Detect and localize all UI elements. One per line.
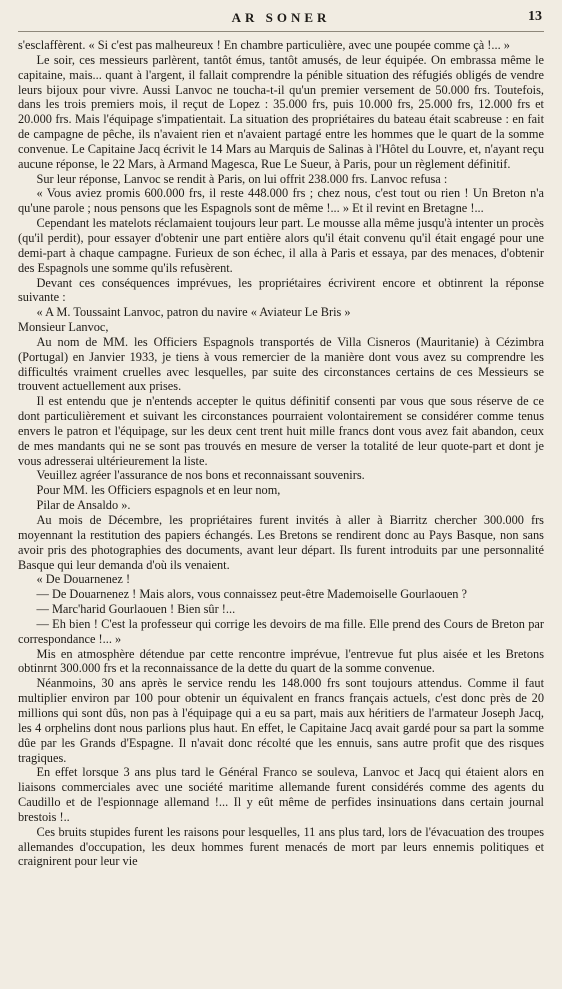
paragraph: s'esclaffèrent. « Si c'est pas malheureux ! En chambre particulière, avec une poupée comme çà !... » [18, 38, 510, 52]
running-header [18, 8, 544, 30]
letter-paragraph: Au nom de MM. les Officiers Espagnols transportés de Villa Cisneros (Mauritanie) à Cézimbra (Portugal) en Janvier 1933, je tiens à vous remercier de la manière dont vous avez su comprendre les difficultés vraiment cruelles avec lesquelles, par suite des circonstances certains de ces Messieurs se trouvent actuellement aux prises. [18, 334, 544, 394]
paragraph: En effet lorsque 3 ans plus tard le Général Franco se souleva, Lanvoc et Jacq qui étaient alors en liaisons commerciales avec une société maritime allemande furent considérés comme des agents du Caudillo et de l'espionnage allemand !... Il y eût même de perfides insinuations dans certain journal brestois !.. [18, 765, 544, 824]
paragraph: Devant ces conséquences imprévues, les propriétaires écrivirent encore et obtinrent la réponse suivante : [18, 275, 544, 305]
dialogue-line: « De Douarnenez ! [36, 572, 131, 587]
paragraph: Sur leur réponse, Lanvoc se rendit à Paris, on lui offrit 238.000 frs. Lanvoc refusa : [36, 171, 448, 186]
letter-paragraph: Il est entendu que je n'entends accepter le quitus définitif consenti par vous que sous réserve de ce dont particulièrement et suivant les circonstances pourraient volontairement se considérer comme tenus envers le patron et l'équipage, sur les deux cent trent huit mille francs dont vous avez fait abandon, ceux de mes mandants qui ne se sont pas trouvés en mesure de verser la totalité de leur quote-part et dont je vous adresserai ultérieurement la liste. [18, 394, 544, 468]
paragraph: « Vous aviez promis 600.000 frs, il reste 448.000 frs ; chez nous, c'est tout ou rien ! Un Breton n'a qu'une parole ; nous pensons que les Espagnols sont de même !... » Et il revint en Bretagne !... [18, 186, 544, 216]
article-body [18, 38, 544, 869]
paragraph: Cependant les matelots réclamaient toujours leur part. Le mousse alla même jusqu'à intenter un procès (qu'il perdit), pour essayer d'obtenir une part entière alors qu'il était convenu qu'il était engagé pour une demi-part à chaque campagne. Furieux de son échec, il alla à Paris et essaya, par des menaces, d'obtenir des Espagnols une somme qu'ils refusèrent. [18, 216, 544, 275]
header-divider [18, 31, 544, 32]
letter-closing: Pour MM. les Officiers espagnols et en leur nom, [36, 483, 281, 498]
paragraph: Au mois de Décembre, les propriétaires furent invités à aller à Biarritz chercher 300.000 frs moyennant la restitution des papiers échangés. Les Bretons se rendirent donc au Pays Basque, non sans avoir pris des photographies des documents, avant leur départ. Ils furent introduits par une personnalité Basque qui leur demanda d'où ils venaient. [18, 513, 544, 572]
dialogue-line: — Eh bien ! C'est la professeur qui corrige les devoirs de ma fille. Elle prend des Cours de Breton par correspondance !... » [18, 616, 544, 646]
dialogue-line: — De Douarnenez ! Mais alors, vous connaissez peut-être Mademoiselle Gourlaouen ? [36, 587, 468, 602]
paragraph: Néanmoins, 30 ans après le service rendu les 148.000 frs sont toujours attendus. Comme il faut multiplier environ par 100 pour obtenir un équivalent en francs français actuels, c'est donc près de 20 millions qui sont dûs, non pas à l'équipage qui a eu sa part, mais aux héritiers de l'armateur Joseph Jacq, les 4 orphelins dont nous parlions plus haut. En effet, le Capitaine Jacq avait gardé pour sa part la somme dûe par les Grands d'Espagne. Il n'avait donc récolté que les ennuis, sans autre profit que des risques tragiques. [18, 676, 544, 765]
journal-title: AR SONER [231, 10, 331, 25]
letter-paragraph: Veuillez agréer l'assurance de nos bons et reconnaissant souvenirs. [36, 468, 365, 483]
paragraph: Ces bruits stupides furent les raisons pour lesquelles, 11 ans plus tard, lors de l'évacuation des troupes allemandes d'occupation, les deux hommes furent menacés de mort par leurs ennemis politiques et craignirent pour leur vie [18, 824, 544, 869]
dialogue-line: — Marc'harid Gourlaouen ! Bien sûr !... [36, 602, 236, 617]
letter-address: « A M. Toussaint Lanvoc, patron du navire « Aviateur Le Bris » [36, 305, 351, 320]
paragraph: Le soir, ces messieurs parlèrent, tantôt émus, tantôt amusés, de leur équipée. On embrassa même le capitaine, mais... quant à l'argent, il fallait comprendre la pénible situation des réfugiés obligés de vendre leurs bijoux pour vivre. Aussi Lanvoc ne toucha-t-il qu'un premier versement de 50.000 frs. Toutefois, dans les trois premiers mois, il reçut de Lopez : 35.000 frs, puis 10.000 frs, 25.000 frs, 12.000 frs et 20.000 frs. Mais l'équipage s'impatientait. La situation des propriétaires du bateau était scabreuse : en fait de campagne de pêche, ils n'avaient rien et n'avaient partagé entre les hommes que le quart de la somme convenue. Le Capitaine Jacq écrivit le 14 Mars au Marquis de Salinas à l'Hôtel du Louvre, et, n'ayant reçu aucune réponse, le 22 Mars, à Armand Magesca, Rue Le Sueur, à Paris, pour un règlement définitif. [18, 52, 544, 171]
page-number: 13 [528, 9, 542, 24]
letter-salutation: Monsieur Lanvoc, [18, 320, 109, 335]
letter-signature: Pilar de Ansaldo ». [36, 498, 131, 513]
paragraph: Mis en atmosphère détendue par cette rencontre imprévue, l'entrevue fut plus aisée et les Bretons obtinrnt 300.000 frs et la reconnaissance de la dette du quart de la somme convenue. [18, 646, 544, 676]
